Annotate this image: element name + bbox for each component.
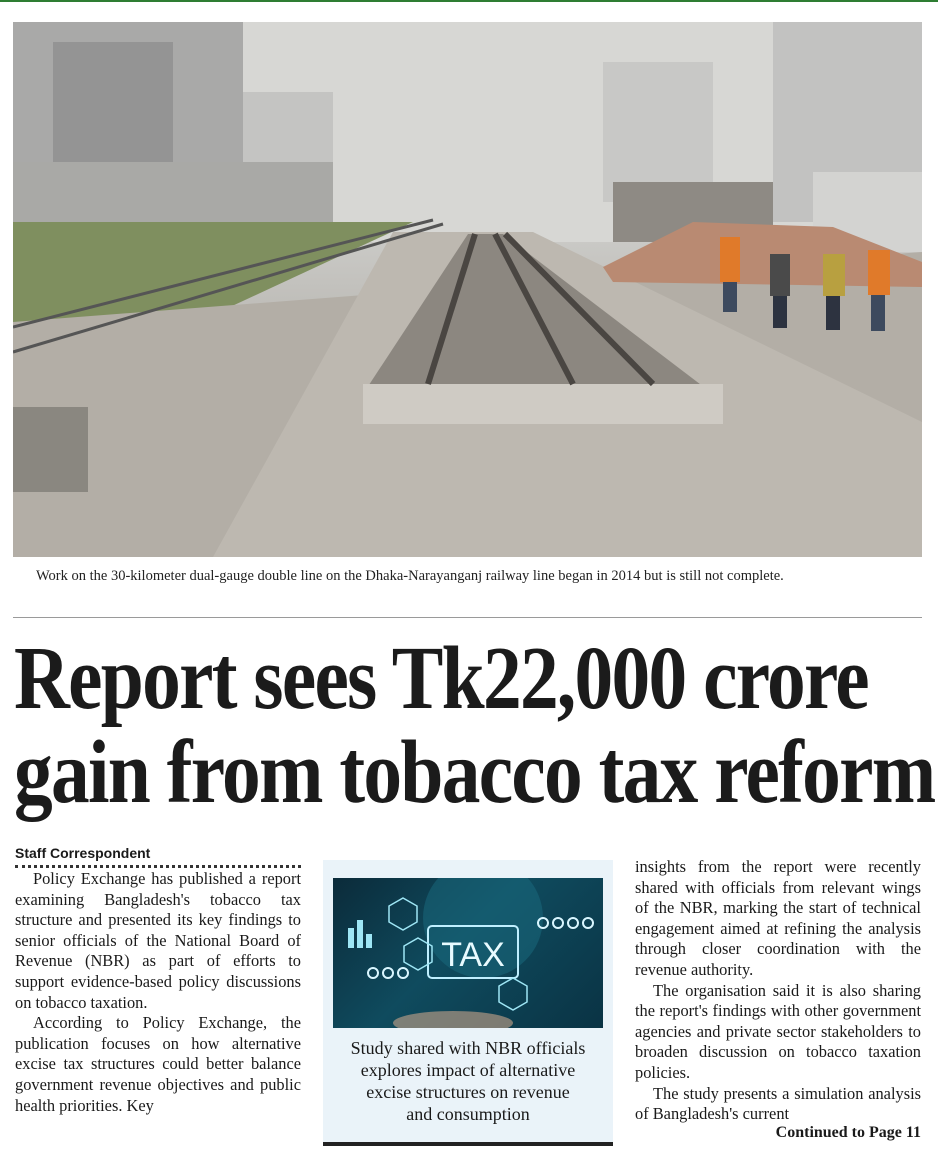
headline-line-1: Report sees Tk22,000 crore <box>14 629 868 728</box>
inset-box <box>323 860 613 1146</box>
article-column-1 <box>15 869 301 1116</box>
article-headline <box>14 629 935 822</box>
paragraph: The study presents a simulation analysis of Bangladesh's current <box>635 1083 921 1124</box>
tax-graphic-image <box>333 878 603 1028</box>
inset-caption-line-4: and consumption <box>406 1104 530 1124</box>
byline-dotted-rule <box>15 865 301 868</box>
byline: Staff Correspondent <box>15 845 151 861</box>
photo-caption: Work on the 30-kilometer dual-gauge double line on the Dhaka-Narayanganj railway line began in 2014 but is still not complete. <box>36 568 784 584</box>
tax-illustration <box>333 878 603 1028</box>
railway-scene-image <box>13 22 922 557</box>
inset-caption-line-3: excise structures on revenue <box>366 1082 570 1102</box>
paragraph: The organisation said it is also sharing the report's findings with other government agencies and private sector stakeholders to broaden discussion on tobacco taxation policies. <box>635 980 921 1082</box>
inset-caption-line-1: Study shared with NBR officials <box>350 1038 586 1058</box>
inset-caption-line-2: explores impact of alternative <box>360 1060 576 1080</box>
tax-graphic-label: TAX <box>441 936 505 974</box>
headline-line-2: gain from tobacco tax reform <box>14 723 935 822</box>
section-divider <box>13 617 922 618</box>
paragraph: According to Policy Exchange, the publication focuses on how alternative excise tax structures could better balance government revenue objectives and public health priorities. Key <box>15 1013 301 1115</box>
article-column-3 <box>635 857 921 1125</box>
continued-link[interactable]: Continued to Page 11 <box>775 1124 921 1141</box>
paragraph: Policy Exchange has published a report examining Bangladesh's tobacco tax structure and presented its key findings to senior officials of the National Board of Revenue (NBR) as part of efforts to support evidence-based policy discussions on tobacco taxation. <box>15 869 301 1012</box>
paragraph: insights from the report were recently shared with officials from relevant wings of the NBR, marking the start of technical engagement aimed at refining the analysis through closer coordination with the revenue authority. <box>635 857 921 979</box>
top-rule <box>0 0 938 2</box>
inset-caption <box>333 1037 603 1125</box>
railway-photo <box>13 22 922 557</box>
